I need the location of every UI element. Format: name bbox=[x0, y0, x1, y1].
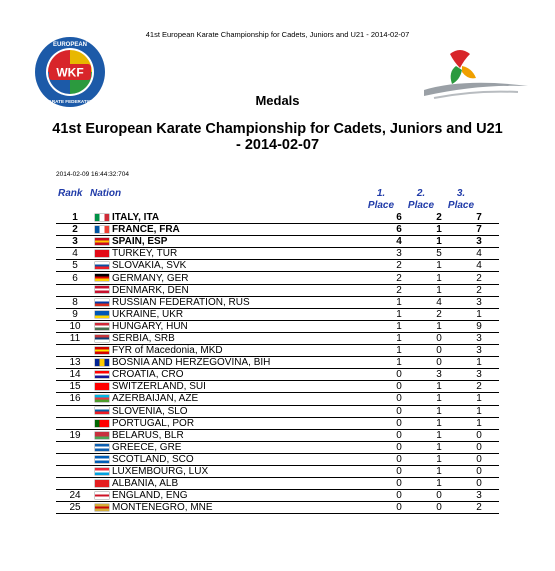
column-header-third-place bbox=[441, 188, 481, 212]
second-place-cell: 1 bbox=[419, 260, 459, 272]
medals-heading: Medals bbox=[255, 93, 300, 108]
third-place-label: Place bbox=[447, 200, 475, 211]
flag-cell bbox=[94, 320, 112, 332]
nation-cell: CROATIA, CRO bbox=[112, 369, 379, 381]
rank-cell: 3 bbox=[56, 236, 94, 248]
nation-cell: GREECE, GRE bbox=[112, 441, 379, 453]
flag-cell bbox=[94, 284, 112, 296]
second-place-cell: 0 bbox=[419, 332, 459, 344]
flag-icon bbox=[95, 286, 109, 293]
nation-cell: FRANCE, FRA bbox=[112, 224, 379, 236]
rank-cell: 14 bbox=[56, 369, 94, 381]
page-header-title: 41st European Karate Championship for Cadets, Juniors and U21 - 2014-02-07 bbox=[145, 30, 410, 39]
flag-icon bbox=[95, 420, 109, 427]
third-place-cell: 1 bbox=[459, 308, 499, 320]
column-header-rank: Rank bbox=[58, 188, 83, 199]
first-place-cell: 0 bbox=[379, 429, 419, 441]
table-row bbox=[56, 405, 499, 417]
flag-cell bbox=[94, 381, 112, 393]
rank-cell: 2 bbox=[56, 224, 94, 236]
rank-cell bbox=[56, 441, 94, 453]
table-row bbox=[56, 308, 499, 320]
table-row bbox=[56, 357, 499, 369]
flag-icon bbox=[95, 238, 109, 245]
first-place-cell: 0 bbox=[379, 417, 419, 429]
flag-cell bbox=[94, 248, 112, 260]
nation-cell: UKRAINE, UKR bbox=[112, 308, 379, 320]
flag-icon bbox=[95, 395, 109, 402]
flag-cell bbox=[94, 345, 112, 357]
flag-cell bbox=[94, 502, 112, 514]
flag-icon bbox=[95, 480, 109, 487]
championship-title: 41st European Karate Championship for Cadets, Juniors and U21 - 2014-02-07 bbox=[52, 121, 503, 153]
flag-icon bbox=[95, 456, 109, 463]
second-place-cell: 1 bbox=[419, 284, 459, 296]
first-place-cell: 6 bbox=[379, 224, 419, 236]
second-place-cell: 2 bbox=[419, 308, 459, 320]
flag-icon bbox=[95, 299, 109, 306]
table-row bbox=[56, 441, 499, 453]
flag-icon bbox=[95, 432, 109, 439]
nation-cell: TURKEY, TUR bbox=[112, 248, 379, 260]
nation-cell: SLOVENIA, SLO bbox=[112, 405, 379, 417]
table-row bbox=[56, 502, 499, 514]
second-place-cell: 1 bbox=[419, 465, 459, 477]
flag-cell bbox=[94, 465, 112, 477]
nation-cell: BELARUS, BLR bbox=[112, 429, 379, 441]
flag-cell bbox=[94, 296, 112, 308]
third-place-cell: 0 bbox=[459, 453, 499, 465]
table-row bbox=[56, 393, 499, 405]
third-place-cell: 3 bbox=[459, 345, 499, 357]
nation-cell: MONTENEGRO, MNE bbox=[112, 502, 379, 514]
rank-cell bbox=[56, 417, 94, 429]
first-place-cell: 1 bbox=[379, 308, 419, 320]
rank-cell: 6 bbox=[56, 272, 94, 284]
table-row bbox=[56, 465, 499, 477]
first-place-label: Place bbox=[367, 200, 395, 211]
flag-icon bbox=[95, 311, 109, 318]
third-place-cell: 3 bbox=[459, 369, 499, 381]
rank-cell: 9 bbox=[56, 308, 94, 320]
second-place-cell: 1 bbox=[419, 478, 459, 490]
flag-icon bbox=[95, 504, 109, 511]
nation-cell: ITALY, ITA bbox=[112, 212, 379, 224]
second-place-cell: 0 bbox=[419, 345, 459, 357]
flag-icon bbox=[95, 359, 109, 366]
flag-cell bbox=[94, 417, 112, 429]
rank-cell bbox=[56, 284, 94, 296]
first-place-cell: 4 bbox=[379, 236, 419, 248]
nation-cell: FYR of Macedonia, MKD bbox=[112, 345, 379, 357]
second-place-number: 2. bbox=[416, 188, 426, 199]
flag-icon bbox=[95, 492, 109, 499]
flag-icon bbox=[95, 347, 109, 354]
third-place-cell: 7 bbox=[459, 224, 499, 236]
flag-icon bbox=[95, 214, 109, 221]
nation-cell: RUSSIAN FEDERATION, RUS bbox=[112, 296, 379, 308]
nation-cell: DENMARK, DEN bbox=[112, 284, 379, 296]
rank-cell: 19 bbox=[56, 429, 94, 441]
first-place-cell: 2 bbox=[379, 284, 419, 296]
third-place-cell: 2 bbox=[459, 502, 499, 514]
rank-cell: 24 bbox=[56, 490, 94, 502]
first-place-cell: 0 bbox=[379, 405, 419, 417]
flag-cell bbox=[94, 369, 112, 381]
flag-icon bbox=[95, 371, 109, 378]
third-place-cell: 3 bbox=[459, 236, 499, 248]
second-place-cell: 1 bbox=[419, 405, 459, 417]
nation-cell: SCOTLAND, SCO bbox=[112, 453, 379, 465]
nation-cell: HUNGARY, HUN bbox=[112, 320, 379, 332]
table-row bbox=[56, 369, 499, 381]
rank-cell: 16 bbox=[56, 393, 94, 405]
flag-cell bbox=[94, 478, 112, 490]
rank-cell: 8 bbox=[56, 296, 94, 308]
first-place-cell: 0 bbox=[379, 502, 419, 514]
flag-cell bbox=[94, 236, 112, 248]
flag-cell bbox=[94, 429, 112, 441]
flag-icon bbox=[95, 250, 109, 257]
nation-cell: SWITZERLAND, SUI bbox=[112, 381, 379, 393]
first-place-cell: 0 bbox=[379, 453, 419, 465]
flag-cell bbox=[94, 490, 112, 502]
flag-cell bbox=[94, 308, 112, 320]
nation-cell: LUXEMBOURG, LUX bbox=[112, 465, 379, 477]
second-place-cell: 4 bbox=[419, 296, 459, 308]
nation-cell: PORTUGAL, POR bbox=[112, 417, 379, 429]
table-row bbox=[56, 381, 499, 393]
second-place-cell: 2 bbox=[419, 212, 459, 224]
nation-cell: ALBANIA, ALB bbox=[112, 478, 379, 490]
table-row bbox=[56, 478, 499, 490]
rank-cell bbox=[56, 478, 94, 490]
second-place-cell: 1 bbox=[419, 393, 459, 405]
rank-cell: 13 bbox=[56, 357, 94, 369]
third-place-cell: 1 bbox=[459, 393, 499, 405]
flag-icon bbox=[95, 226, 109, 233]
flag-cell bbox=[94, 260, 112, 272]
flag-cell bbox=[94, 332, 112, 344]
first-place-cell: 1 bbox=[379, 332, 419, 344]
third-place-number: 3. bbox=[456, 188, 466, 199]
first-place-cell: 1 bbox=[379, 320, 419, 332]
table-row bbox=[56, 284, 499, 296]
nation-cell: SERBIA, SRB bbox=[112, 332, 379, 344]
rank-cell: 11 bbox=[56, 332, 94, 344]
second-place-cell: 3 bbox=[419, 369, 459, 381]
flag-cell bbox=[94, 212, 112, 224]
third-place-cell: 3 bbox=[459, 332, 499, 344]
flag-icon bbox=[95, 468, 109, 475]
nation-cell: SPAIN, ESP bbox=[112, 236, 379, 248]
third-place-cell: 4 bbox=[459, 248, 499, 260]
third-place-cell: 0 bbox=[459, 465, 499, 477]
first-place-cell: 1 bbox=[379, 357, 419, 369]
first-place-cell: 0 bbox=[379, 441, 419, 453]
first-place-cell: 0 bbox=[379, 369, 419, 381]
report-timestamp: 2014-02-09 16:44:32:704 bbox=[56, 171, 130, 178]
third-place-cell: 9 bbox=[459, 320, 499, 332]
second-place-cell: 0 bbox=[419, 357, 459, 369]
flag-cell bbox=[94, 405, 112, 417]
first-place-cell: 1 bbox=[379, 296, 419, 308]
third-place-cell: 3 bbox=[459, 296, 499, 308]
table-row bbox=[56, 224, 499, 236]
second-place-cell: 1 bbox=[419, 429, 459, 441]
table-row bbox=[56, 332, 499, 344]
third-place-cell: 2 bbox=[459, 284, 499, 296]
second-place-cell: 1 bbox=[419, 320, 459, 332]
flag-icon bbox=[95, 323, 109, 330]
rank-cell: 10 bbox=[56, 320, 94, 332]
rank-cell: 1 bbox=[56, 212, 94, 224]
first-place-cell: 6 bbox=[379, 212, 419, 224]
table-row bbox=[56, 260, 499, 272]
flag-cell bbox=[94, 453, 112, 465]
first-place-number: 1. bbox=[376, 188, 386, 199]
table-row bbox=[56, 248, 499, 260]
table-row bbox=[56, 320, 499, 332]
nation-cell: GERMANY, GER bbox=[112, 272, 379, 284]
table-row bbox=[56, 490, 499, 502]
flag-cell bbox=[94, 272, 112, 284]
column-header-nation: Nation bbox=[90, 188, 122, 199]
rank-cell: 15 bbox=[56, 381, 94, 393]
medal-table bbox=[56, 212, 499, 514]
rank-cell bbox=[56, 465, 94, 477]
third-place-cell: 1 bbox=[459, 405, 499, 417]
first-place-cell: 3 bbox=[379, 248, 419, 260]
first-place-cell: 0 bbox=[379, 465, 419, 477]
flag-icon bbox=[95, 335, 109, 342]
first-place-cell: 0 bbox=[379, 393, 419, 405]
first-place-cell: 2 bbox=[379, 260, 419, 272]
second-place-cell: 0 bbox=[419, 502, 459, 514]
third-place-cell: 0 bbox=[459, 429, 499, 441]
first-place-cell: 1 bbox=[379, 345, 419, 357]
table-row bbox=[56, 345, 499, 357]
third-place-cell: 2 bbox=[459, 381, 499, 393]
table-row bbox=[56, 212, 499, 224]
first-place-cell: 0 bbox=[379, 490, 419, 502]
rank-cell bbox=[56, 405, 94, 417]
nation-cell: ENGLAND, ENG bbox=[112, 490, 379, 502]
table-row bbox=[56, 272, 499, 284]
third-place-cell: 2 bbox=[459, 272, 499, 284]
table-row bbox=[56, 453, 499, 465]
rank-cell: 25 bbox=[56, 502, 94, 514]
flag-icon bbox=[95, 262, 109, 269]
wkf-logo-center-text: WKF bbox=[56, 65, 84, 80]
table-row bbox=[56, 296, 499, 308]
flag-icon bbox=[95, 383, 109, 390]
column-header-second-place bbox=[401, 188, 441, 212]
third-place-cell: 0 bbox=[459, 441, 499, 453]
second-place-cell: 1 bbox=[419, 381, 459, 393]
flag-cell bbox=[94, 357, 112, 369]
first-place-cell: 0 bbox=[379, 381, 419, 393]
table-row bbox=[56, 429, 499, 441]
third-place-cell: 7 bbox=[459, 212, 499, 224]
second-place-cell: 1 bbox=[419, 272, 459, 284]
nation-cell: AZERBAIJAN, AZE bbox=[112, 393, 379, 405]
rank-cell: 4 bbox=[56, 248, 94, 260]
third-place-cell: 1 bbox=[459, 417, 499, 429]
flag-icon bbox=[95, 274, 109, 281]
nation-cell: SLOVAKIA, SVK bbox=[112, 260, 379, 272]
table-row bbox=[56, 236, 499, 248]
second-place-cell: 1 bbox=[419, 453, 459, 465]
second-place-cell: 1 bbox=[419, 441, 459, 453]
second-place-cell: 1 bbox=[419, 236, 459, 248]
flag-cell bbox=[94, 224, 112, 236]
flag-cell bbox=[94, 393, 112, 405]
third-place-cell: 3 bbox=[459, 490, 499, 502]
nation-cell: BOSNIA AND HERZEGOVINA, BIH bbox=[112, 357, 379, 369]
second-place-cell: 1 bbox=[419, 417, 459, 429]
wkf-logo-top-text: EUROPEAN bbox=[52, 42, 88, 48]
first-place-cell: 0 bbox=[379, 478, 419, 490]
third-place-cell: 4 bbox=[459, 260, 499, 272]
second-place-cell: 0 bbox=[419, 490, 459, 502]
flag-icon bbox=[95, 444, 109, 451]
flag-cell bbox=[94, 441, 112, 453]
first-place-cell: 2 bbox=[379, 272, 419, 284]
second-place-cell: 5 bbox=[419, 248, 459, 260]
third-place-cell: 0 bbox=[459, 478, 499, 490]
third-place-cell: 1 bbox=[459, 357, 499, 369]
rank-cell bbox=[56, 453, 94, 465]
table-row bbox=[56, 417, 499, 429]
rank-cell: 5 bbox=[56, 260, 94, 272]
flag-icon bbox=[95, 407, 109, 414]
wkf-logo-bottom-text: KARATE FEDERATION bbox=[45, 99, 95, 104]
column-header-first-place bbox=[361, 188, 401, 212]
rank-cell bbox=[56, 345, 94, 357]
second-place-label: Place bbox=[407, 200, 435, 211]
second-place-cell: 1 bbox=[419, 224, 459, 236]
